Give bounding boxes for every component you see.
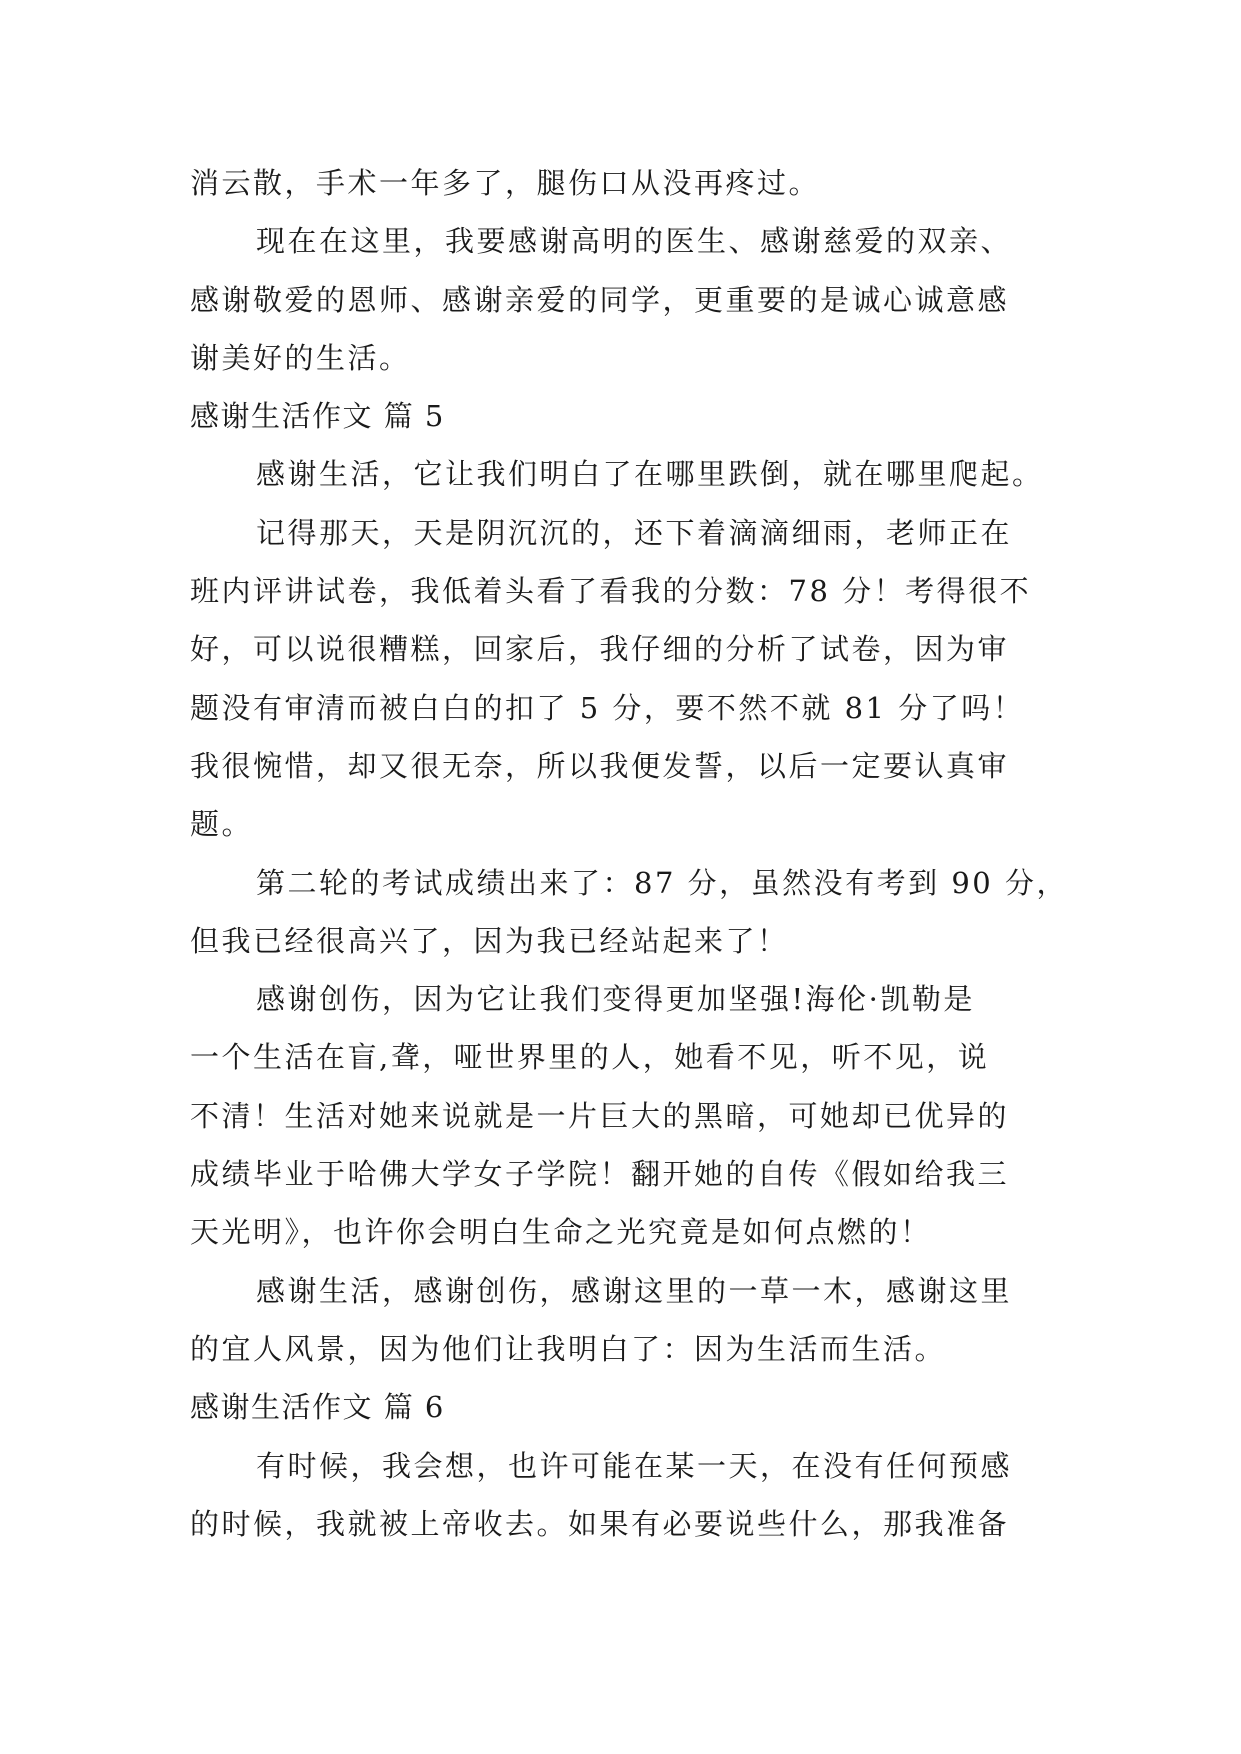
paragraph-line: 记得那天，天是阴沉沉的，还下着滴滴细雨，老师正在 [256,516,1013,550]
paragraph-line: 谢美好的生活。 [190,341,411,375]
paragraph-line: 第二轮的考试成绩出来了：87 分，虽然没有考到 90 分， [256,866,1068,900]
section-heading: 感谢生活作文 篇 6 [190,1390,445,1424]
paragraph-line: 但我已经很高兴了，因为我已经站起来了！ [190,924,789,958]
paragraph-line: 题。 [190,807,254,841]
section-heading: 感谢生活作文 篇 5 [190,399,445,433]
paragraph-line: 天光明》，也许你会明白生命之光究竟是如何点燃的！ [190,1215,932,1249]
paragraph-line: 感谢创伤，因为它让我们变得更加坚强!海伦·凯勒是 [256,982,975,1016]
paragraph-line: 现在在这里，我要感谢高明的医生、感谢慈爱的双亲、 [256,224,1013,258]
paragraph-line: 感谢生活，感谢创伤，感谢这里的一草一木，感谢这里 [256,1274,1013,1308]
paragraph-line: 题没有审清而被白白的扣了 5 分，要不然不就 81 分了吗！ [190,691,1025,725]
paragraph-line: 的宜人风景，因为他们让我明白了：因为生活而生活。 [190,1332,947,1366]
paragraph-line: 一个生活在盲,聋，哑世界里的人，她看不见，听不见，说 [190,1040,990,1074]
paragraph-line: 我很惋惜，却又很无奈，所以我便发誓，以后一定要认真审 [190,749,1010,783]
paragraph-line: 班内评讲试卷，我低着头看了看我的分数：78 分！考得很不 [190,574,1032,608]
paragraph-line: 不清！生活对她来说就是一片巨大的黑暗，可她却已优异的 [190,1099,1010,1133]
paragraph-line: 消云散，手术一年多了，腿伤口从没再疼过。 [190,166,821,200]
paragraph-line: 好，可以说很糟糕，回家后，我仔细的分析了试卷，因为审 [190,632,1010,666]
paragraph-line: 成绩毕业于哈佛大学女子学院！翻开她的自传《假如给我三 [190,1157,1010,1191]
paragraph-line: 感谢敬爱的恩师、感谢亲爱的同学，更重要的是诚心诚意感 [190,283,1010,317]
paragraph-line: 的时候，我就被上帝收去。如果有必要说些什么，那我准备 [190,1507,1010,1541]
paragraph-line: 感谢生活，它让我们明白了在哪里跌倒，就在哪里爬起。 [256,457,1044,491]
paragraph-line: 有时候，我会想，也许可能在某一天，在没有任何预感 [256,1449,1013,1483]
